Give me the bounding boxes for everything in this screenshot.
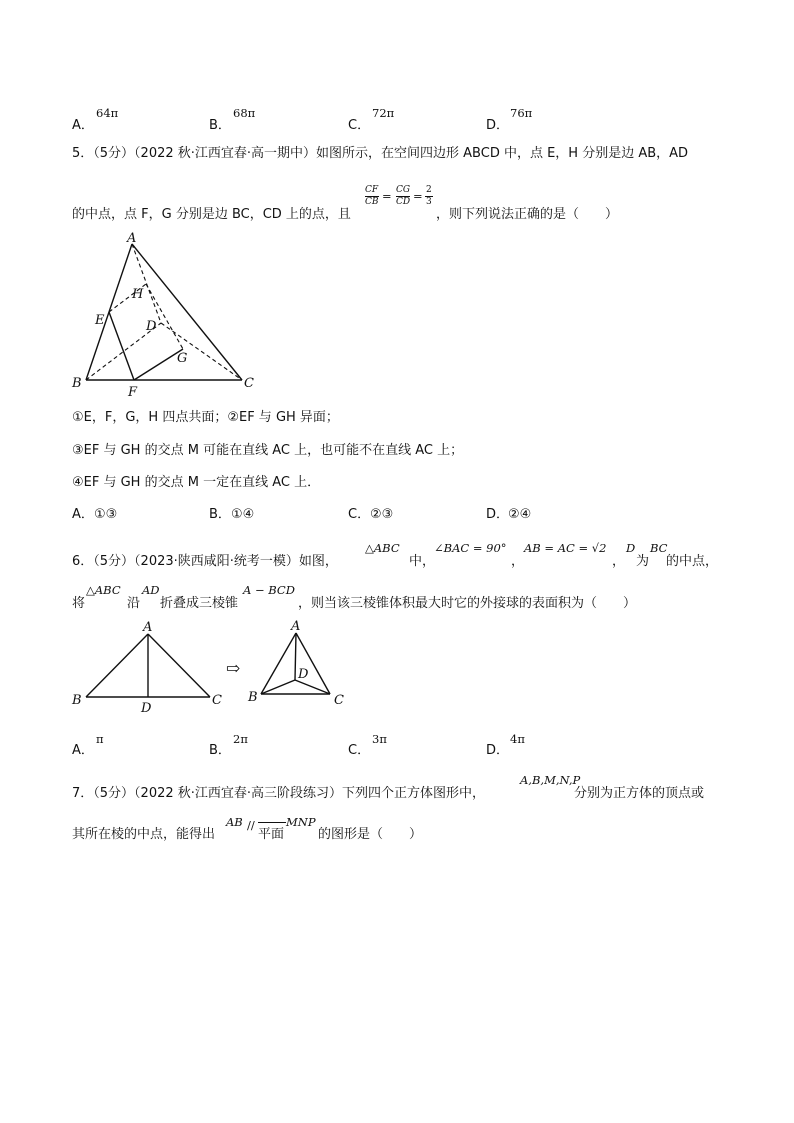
fig2-edge-ac bbox=[296, 633, 330, 694]
q7-points: A,B,M,N,P bbox=[520, 773, 581, 787]
q5-eq1: = bbox=[382, 189, 392, 203]
label-b: B bbox=[72, 376, 82, 391]
q6-line2-b: 沿 bbox=[127, 596, 141, 611]
q6-line1-e: 为 bbox=[636, 554, 650, 569]
edge-dc-hidden bbox=[161, 323, 242, 380]
q4-option-d-value: 76π bbox=[510, 106, 533, 120]
q5-option-c-value: ②③ bbox=[370, 507, 394, 522]
q6-option-b-letter: B． bbox=[209, 743, 231, 758]
fig2-edge-bd bbox=[261, 680, 295, 694]
q6-line2-d: ，则当该三棱锥体积最大时它的外接球的表面积为（ ） bbox=[298, 596, 637, 611]
q4-option-c-letter: C． bbox=[348, 118, 371, 133]
q6-line1-f: 的中点， bbox=[666, 554, 719, 569]
label-f: F bbox=[128, 385, 138, 400]
q4-option-b-letter: B． bbox=[209, 118, 231, 133]
q7-parallel-symbol: // bbox=[247, 818, 255, 832]
q6-triangle-abc: △ABC bbox=[365, 541, 400, 555]
q6-triangle-abc-2: △ABC bbox=[86, 583, 121, 597]
fig2-label-b: B bbox=[248, 690, 258, 705]
q5-tetrahedron-figure bbox=[66, 232, 266, 402]
q4-option-a-letter: A． bbox=[72, 118, 94, 133]
q7-segment-ab: AB bbox=[226, 815, 243, 829]
q5-frac3-den: 3 bbox=[426, 197, 432, 207]
q5-line2-a: 的中点，点 F，G 分别是边 BC，CD 上的点，且 bbox=[72, 207, 351, 222]
q6-option-d-letter: D． bbox=[486, 743, 510, 758]
fig1-label-b: B bbox=[72, 693, 82, 708]
q5-frac1-num: CF bbox=[365, 185, 379, 195]
segment-ef bbox=[109, 312, 134, 380]
label-a: A bbox=[127, 232, 137, 246]
fig1-label-d: D bbox=[141, 701, 152, 716]
q7-line1-a: 7．（5分）（2022 秋·江西宜春·高三阶段练习）下列四个正方体图形中， bbox=[72, 786, 486, 801]
q5-statement-1: ①E，F，G，H 四点共面；②EF 与 GH 异面； bbox=[72, 410, 339, 425]
q6-option-a-value: π bbox=[96, 732, 104, 746]
q5-frac2-num: CG bbox=[396, 185, 411, 195]
folding-arrow-icon: ⇨ bbox=[226, 659, 241, 679]
q6-pyramid-a-bcd: A − BCD bbox=[243, 583, 295, 597]
q6-segment-ad: AD bbox=[142, 583, 160, 597]
q5-statement-2: ③EF 与 GH 的交点 M 可能在直线 AC 上，也可能不在直线 AC 上； bbox=[72, 443, 464, 458]
q6-option-c-letter: C． bbox=[348, 743, 371, 758]
q5-frac3-num: 2 bbox=[426, 185, 432, 195]
q7-plane-mnp: MNP bbox=[286, 815, 316, 829]
q4-option-c-value: 72π bbox=[372, 106, 395, 120]
q4-option-d-letter: D． bbox=[486, 118, 510, 133]
segment-hg-hidden bbox=[146, 284, 183, 349]
q6-option-b-value: 2π bbox=[233, 732, 248, 746]
fig2-label-a: A bbox=[291, 619, 301, 634]
fig2-edge-ab bbox=[261, 633, 296, 694]
fig1-edge-ac bbox=[148, 634, 210, 697]
q5-option-b-value: ①④ bbox=[231, 507, 255, 522]
fig2-label-d: D bbox=[298, 667, 309, 682]
q6-angle-bac: ∠BAC = 90° bbox=[434, 541, 507, 555]
q5-statement-3: ④EF 与 GH 的交点 M 一定在直线 AC 上． bbox=[72, 475, 321, 490]
q6-line1-c: ， bbox=[511, 554, 525, 569]
q7-line2-b: 的图形是（ ） bbox=[318, 827, 423, 842]
q5-option-c-letter: C． bbox=[348, 507, 371, 522]
q5-frac2-den: CD bbox=[396, 197, 411, 207]
q6-point-d: D bbox=[626, 541, 636, 555]
q5-option-d-letter: D． bbox=[486, 507, 510, 522]
q5-option-a-letter: A． bbox=[72, 507, 94, 522]
q5-eq2: = bbox=[413, 189, 423, 203]
q6-line1-a: 6．（5分）（2023·陕西咸阳·统考一模）如图， bbox=[72, 554, 338, 569]
q7-plane-word: 平面 bbox=[258, 827, 285, 842]
label-h: H bbox=[132, 287, 144, 302]
label-d: D bbox=[146, 319, 157, 334]
fig2-edge-dc bbox=[295, 680, 330, 694]
q5-option-b-letter: B． bbox=[209, 507, 231, 522]
q6-line2-c: 折叠成三棱锥 bbox=[160, 596, 239, 611]
q6-ab-ac-eq: AB = AC = √2 bbox=[524, 541, 607, 555]
q6-line1-d: ， bbox=[612, 554, 626, 569]
label-g: G bbox=[177, 351, 188, 366]
q6-option-c-value: 3π bbox=[372, 732, 387, 746]
q5-frac1-den: CB bbox=[365, 197, 379, 207]
q6-folding-figure bbox=[66, 618, 366, 718]
fig1-edge-ab bbox=[86, 634, 148, 697]
q6-segment-bc: BC bbox=[650, 541, 668, 555]
q6-option-a-letter: A． bbox=[72, 743, 94, 758]
fig2-label-c: C bbox=[334, 693, 344, 708]
label-c: C bbox=[244, 376, 254, 391]
fig2-edge-ad bbox=[295, 633, 296, 680]
q5-line2-b: ，则下列说法正确的是（ ） bbox=[436, 207, 619, 222]
q7-line2-a: 其所在棱的中点，能得出 bbox=[72, 827, 216, 842]
q6-line2-a: 将 bbox=[72, 596, 86, 611]
fig1-label-c: C bbox=[212, 693, 222, 708]
label-e: E bbox=[95, 313, 105, 328]
edge-ad-hidden bbox=[132, 244, 161, 323]
q5-option-a-value: ①③ bbox=[94, 507, 118, 522]
segment-fg bbox=[134, 349, 183, 380]
q5-line1: 5．（5分）（2022 秋·江西宜春·高一期中）如图所示，在空间四边形 ABCD 中，点 E，H 分别是边 AB，AD bbox=[72, 146, 689, 161]
q7-line1-b: 分别为正方体的顶点或 bbox=[574, 786, 705, 801]
q4-option-b-value: 68π bbox=[233, 106, 256, 120]
q7-plane-overline bbox=[258, 822, 286, 823]
q6-option-d-value: 4π bbox=[510, 732, 525, 746]
q4-option-a-value: 64π bbox=[96, 106, 119, 120]
fig1-label-a: A bbox=[143, 620, 153, 635]
q6-line1-b: 中， bbox=[409, 554, 436, 569]
q5-option-d-value: ②④ bbox=[508, 507, 532, 522]
